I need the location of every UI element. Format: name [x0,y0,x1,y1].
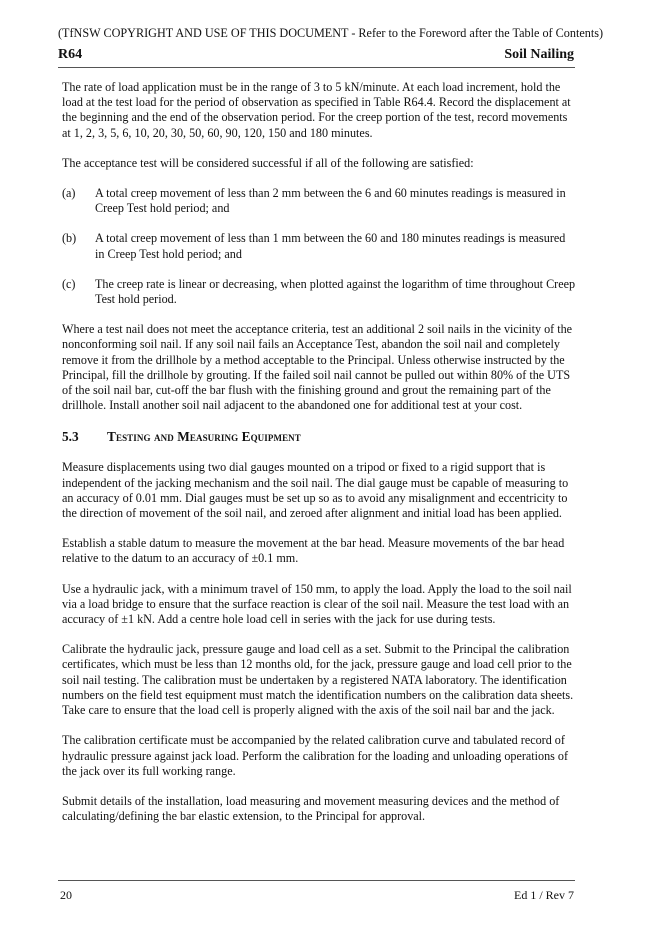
criterion-text: The creep rate is linear or decreasing, when plotted against the logarithm of time throughout Creep Test hold period. [95,276,576,307]
criterion-text: A total creep movement of less than 1 mm between the 60 and 180 minutes readings is measured in Creep Test hold period; and [95,231,566,261]
criterion-marker: (a) [62,186,76,201]
section-number: 5.3 [62,429,79,445]
criterion-text: A total creep movement of less than 2 mm between the 6 and 60 minutes readings is measured in Creep Test hold period; and [95,186,566,216]
criterion-item [62,186,576,216]
page-body [62,80,576,839]
page-footer [58,887,574,903]
criterion-marker: (c) [62,276,76,291]
spec-code: R64 [58,47,83,62]
copyright-notice: (TfNSW COPYRIGHT AND USE OF THIS DOCUMENT - Refer to the Foreword after the Table of Contents) [58,26,604,40]
paragraph-dial-gauges: Measure displacements using two dial gauges mounted on a tripod or fixed to a rigid support that is independent of the jacking mechanism and the soil nail. The dial gauge must be capable of measuring to an accuracy of 0.01 mm. Dial gauges must be set up so as to avoid any misalignment and eccentricity to the direction of movement of the soil nail, and zeroed after alignment and initial load has been applied. [62,460,569,521]
header-divider [58,67,575,68]
criterion-item [62,277,576,307]
page-number: 20 [60,888,72,902]
paragraph-submit-details: Submit details of the installation, load measuring and movement measuring devices and the method of calculating/defining the bar elastic extension, to the Principal for approval. [62,793,560,824]
section-heading [62,428,576,445]
paragraph-hydraulic-jack: Use a hydraulic jack, with a minimum travel of 150 mm, to apply the load. Apply the load to the soil nail via a load bridge to ensure that the surface reaction is clear of the soil nail. Measure the test load with an accuracy of ±1 kN. Add a centre hole load cell in series with the jack for use during tests. [62,581,572,627]
criterion-item [62,231,576,261]
spec-title: Soil Nailing [504,47,574,62]
paragraph-calibration: Calibrate the hydraulic jack, pressure gauge and load cell as a set. Submit to the Principal the calibration certificates, which must be less than 12 months old, for the jack, pressure gauge and load cell prior to the soil nail testing. The calibration must be undertaken by a registered NATA laboratory. The identification numbers on the field test equipment must match the identification numbers on the calibration data sheets. Take care to ensure that the load cell is properly aligned with the axis of the soil nail bar and the jack. [62,642,574,718]
paragraph-datum: Establish a stable datum to measure the movement at the bar head. Measure movements of the bar head relative to the datum to an accuracy of ±0.1 mm. [62,536,565,566]
paragraph-calibration-certificate: The calibration certificate must be accompanied by the related calibration curve and tabulated record of hydraulic pressure against jack load. Perform the calibration for the loading and unloading operations of the jack over its full working range. [62,733,569,778]
paragraph-load-rate: The rate of load application must be in the range of 3 to 5 kN/minute. At each load increment, hold the load at the test load for the period of observation as specified in Table R64.4. Record the displacement at the beginning and the end of the observation period. For the creep portion of the test, record movements at 1, 2, 3, 5, 6, 10, 20, 30, 50, 60, 90, 120, 150 and 180 minutes. [62,80,571,140]
paragraph-nonconforming: Where a test nail does not meet the acceptance criteria, test an additional 2 soil nails in the vicinity of the nonconforming soil nail. If any soil nail fails an Acceptance Test, abandon the soil nail and completely remove it from the drillhole by a method acceptable to the Principal. Unless otherwise instructed by the Principal, fill the drillhole by grouting. If the failed soil nail cannot be pulled out within 80% of the UTS of the soil nail bar, cut-off the bar flush with the finishing ground and grout the remaining part of the drillhole. Install another soil nail adjacent to the abandoned one for additional test at your cost. [62,322,573,413]
criterion-marker: (b) [62,231,77,246]
section-title: Testing and Measuring Equipment [107,429,301,445]
footer-divider [58,880,575,881]
page-header [58,45,574,65]
paragraph-acceptance-intro: The acceptance test will be considered successful if all of the following are satisfied: [62,155,474,170]
edition-label: Ed 1 / Rev 7 [514,888,574,902]
